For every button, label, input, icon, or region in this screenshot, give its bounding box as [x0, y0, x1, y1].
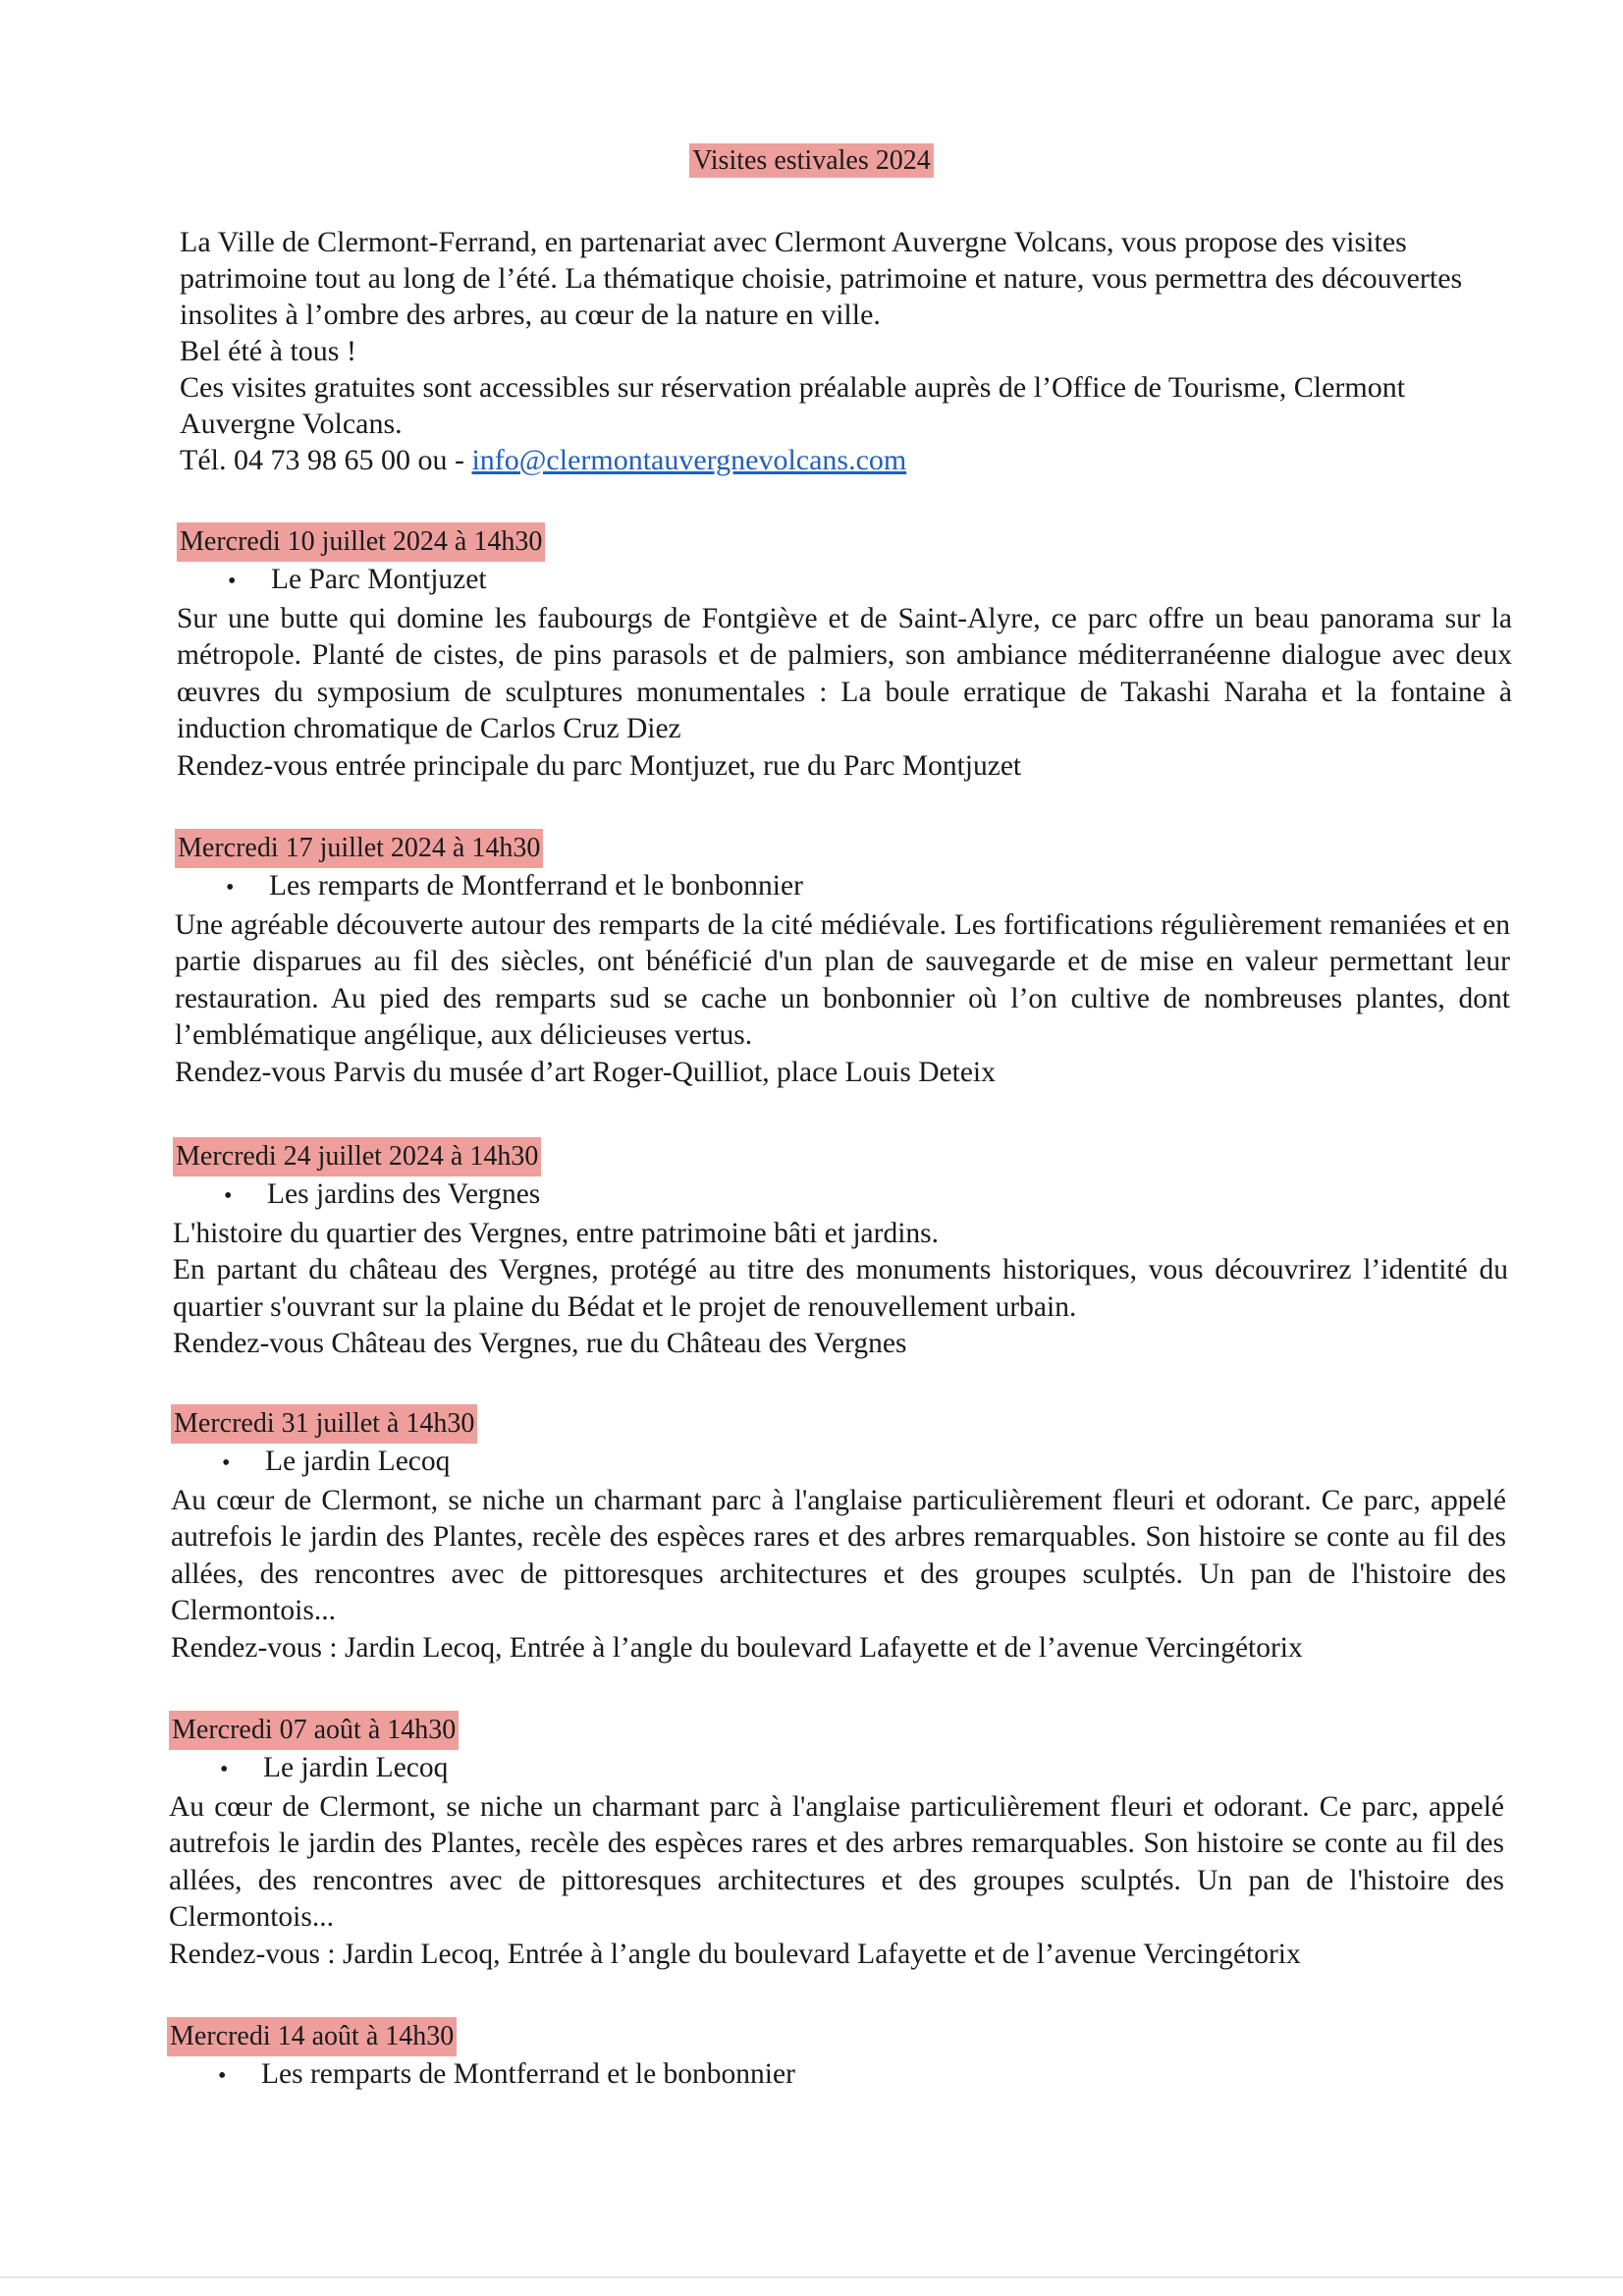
visit-place	[177, 562, 1512, 601]
intro-booking: Ces visites gratuites sont accessibles sur réservation préalable auprès de l’Office de Tourisme, Clermont Auvergne Volcans.	[180, 371, 1406, 440]
visit-place	[173, 1176, 1508, 1216]
visit-meeting-point: Rendez-vous entrée principale du parc Montjuzet, rue du Parc Montjuzet	[177, 749, 1022, 782]
visit-description: Au cœur de Clermont, se niche un charmant parc à l'anglaise particulièrement fleuri et odorant. Ce parc, appelé autrefois le jardin des Plantes, recèle des espèces rares et des arbres remarquables. Son histoire se conte au fil des allées, des rencontres avec de pittoresques architectures et des groupes sculptés. Un pan de l'histoire des Clermontois...	[171, 1484, 1506, 1626]
email-link[interactable]: info@clermontauvergnevolcans.com	[471, 444, 907, 476]
visit-meeting-point: Rendez-vous : Jardin Lecoq, Entrée à l’angle du boulevard Lafayette et de l’avenue Vercingétorix	[171, 1631, 1303, 1664]
bullet-icon: •	[220, 1757, 229, 1782]
title-container	[0, 145, 1623, 177]
visit-description: Une agréable découverte autour des remparts de la cité médiévale. Les fortifications régulièrement remaniées et en partie disparues au fil des siècles, ont bénéficié d'un plan de sauvegarde et de mise en valeur permettant leur restauration. Au pied des remparts sud se cache un bonbonnier où l’on cultive de nombreuses plantes, dont l’emblématique angélique, aux délicieuses vertus.	[175, 908, 1510, 1051]
intro-paragraph: La Ville de Clermont-Ferrand, en partenariat avec Clermont Auvergne Volcans, vous propose des visites patrimoine tout au long de l’été. La thématique choisie, patrimoine et nature, vous permettra des découvertes insolites à l’ombre des arbres, au cœur de la nature en ville.	[180, 226, 1463, 331]
phone-text: Tél. 04 73 98 65 00 ou -	[180, 444, 472, 476]
visit-meeting-point: Rendez-vous Château des Vergnes, rue du Château des Vergnes	[173, 1328, 907, 1359]
visit-date: Mercredi 24 juillet 2024 à 14h30	[173, 1137, 541, 1176]
visit-date: Mercredi 17 juillet 2024 à 14h30	[175, 829, 543, 868]
bullet-icon: •	[222, 1450, 231, 1476]
visit-date: Mercredi 07 août à 14h30	[169, 1711, 459, 1750]
visit-section	[175, 829, 1510, 1091]
visit-place	[169, 1750, 1504, 1789]
visit-description: L'histoire du quartier des Vergnes, entre patrimoine bâti et jardins.	[173, 1217, 940, 1249]
visit-date: Mercredi 31 juillet à 14h30	[171, 1404, 477, 1444]
visit-section	[171, 1404, 1506, 1667]
visit-place-label: Les remparts de Montferrand et le bonbonnier	[261, 2058, 795, 2090]
bullet-icon: •	[218, 2063, 227, 2089]
intro-greeting: Bel été à tous !	[180, 335, 356, 367]
visit-place	[167, 2056, 1502, 2096]
visit-place-label: Le jardin Lecoq	[263, 1752, 449, 1783]
visit-section	[169, 1711, 1504, 1973]
visit-place-label: Le jardin Lecoq	[265, 1446, 451, 1477]
bullet-icon: •	[224, 1183, 233, 1209]
intro-contact	[180, 442, 1476, 478]
visit-place-label: Les jardins des Vergnes	[267, 1178, 541, 1210]
visit-date: Mercredi 10 juillet 2024 à 14h30	[177, 522, 545, 562]
bullet-icon: •	[228, 569, 237, 594]
visit-place-label: Les remparts de Montferrand et le bonbonnier	[269, 870, 803, 902]
visit-description-detail: En partant du château des Vergnes, protégé au titre des monuments historiques, vous découvrirez l’identité du quartier s'ouvrant sur la plaine du Bédat et le projet de renouvellement urbain.	[173, 1254, 1508, 1323]
visit-date: Mercredi 14 août à 14h30	[167, 2017, 457, 2056]
visit-place-label: Le Parc Montjuzet	[271, 564, 487, 595]
visit-section	[167, 2017, 1502, 2096]
visit-description: Au cœur de Clermont, se niche un charmant parc à l'anglaise particulièrement fleuri et odorant. Ce parc, appelé autrefois le jardin des Plantes, recèle des espèces rares et des arbres remarquables. Son histoire se conte au fil des allées, des rencontres avec de pittoresques architectures et des groupes sculptés. Un pan de l'histoire des Clermontois...	[169, 1790, 1504, 1933]
bullet-icon: •	[226, 875, 235, 901]
intro-block	[180, 224, 1476, 478]
page-bottom-edge	[0, 2276, 1623, 2278]
visit-meeting-point: Rendez-vous Parvis du musée d’art Roger-Quilliot, place Louis Deteix	[175, 1056, 996, 1088]
visit-section	[173, 1137, 1508, 1363]
visit-section	[177, 522, 1512, 785]
visit-meeting-point: Rendez-vous : Jardin Lecoq, Entrée à l’angle du boulevard Lafayette et de l’avenue Vercingétorix	[169, 1938, 1301, 1970]
visit-place	[171, 1444, 1506, 1483]
page-title: Visites estivales 2024	[689, 143, 934, 178]
visit-place	[175, 868, 1510, 907]
visit-description: Sur une butte qui domine les faubourgs de Fontgiève et de Saint-Alyre, ce parc offre un beau panorama sur la métropole. Planté de cistes, de pins parasols et de palmiers, son ambiance méditerranéenne dialogue avec deux œuvres du symposium de sculptures monumentales : La boule erratique de Takashi Naraha et la fontaine à induction chromatique de Carlos Cruz Diez	[177, 602, 1512, 744]
